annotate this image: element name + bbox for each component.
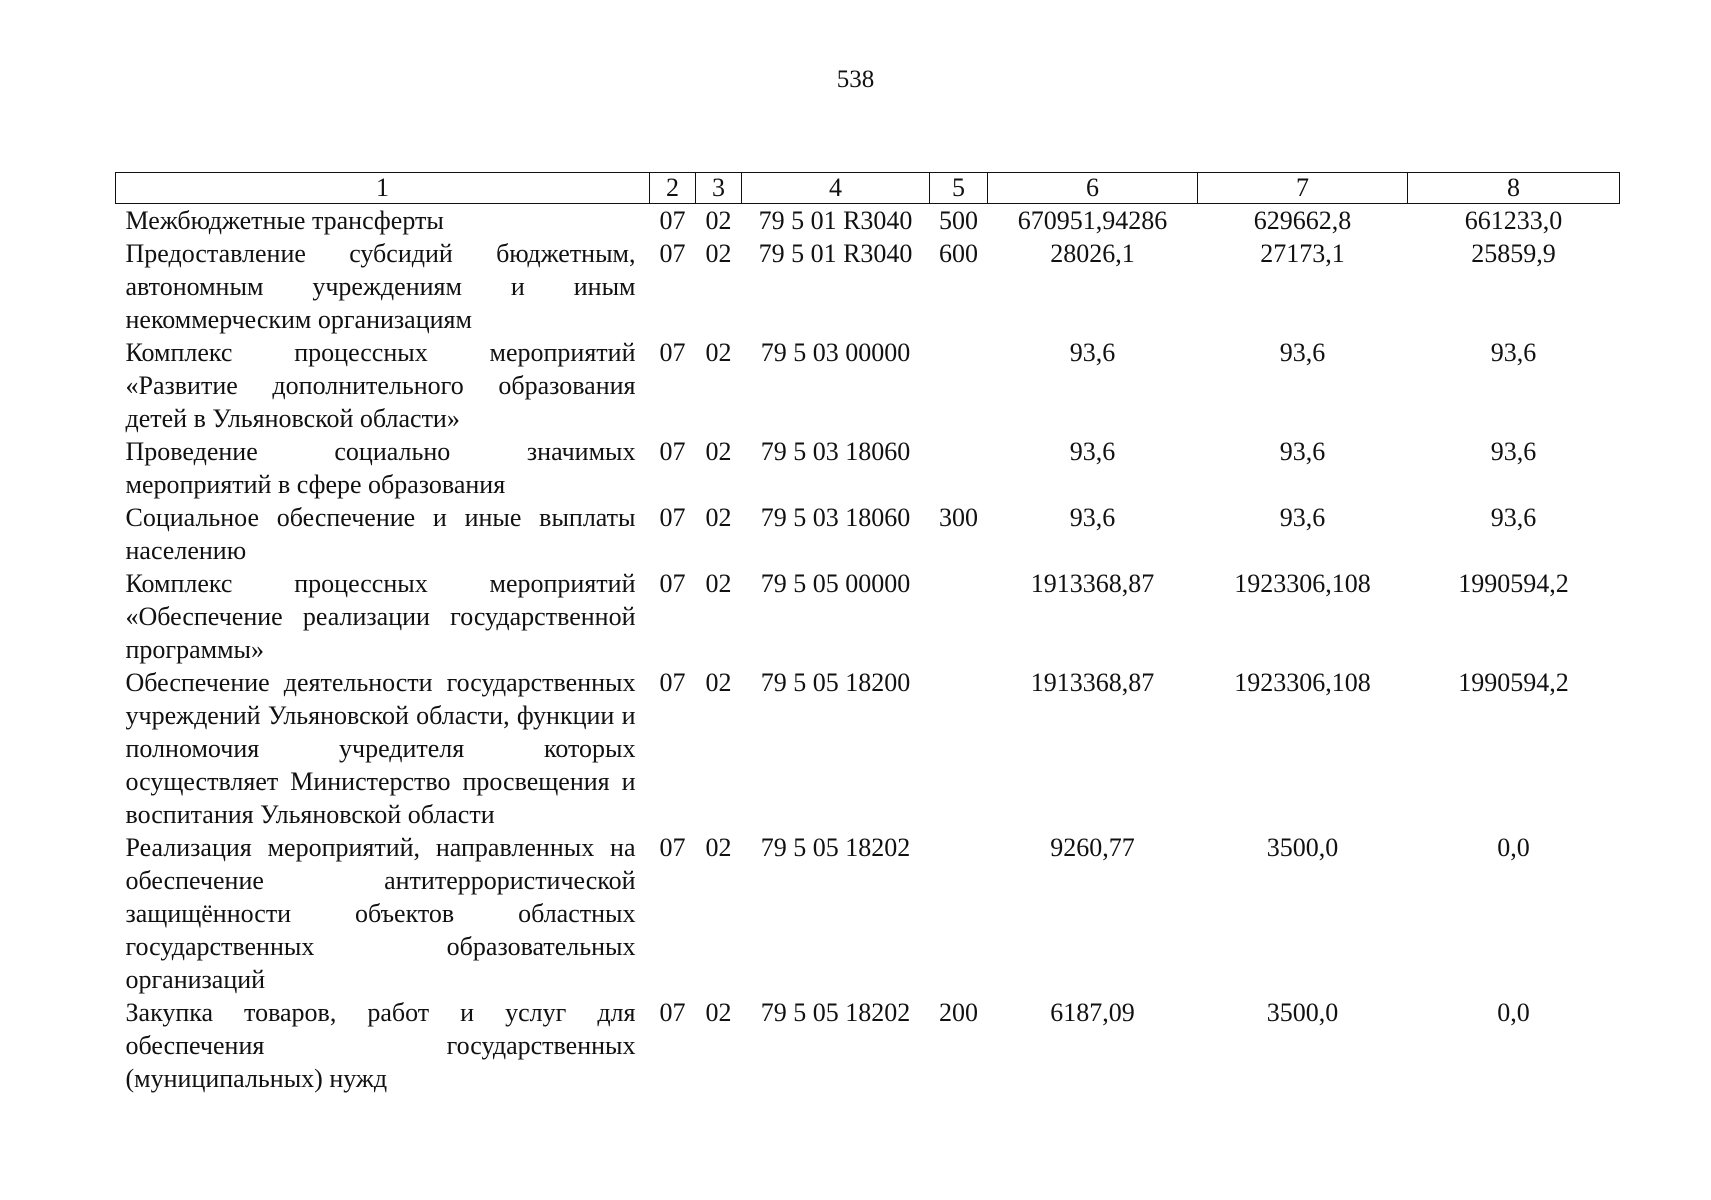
row-value-8: 661233,0 [1464,206,1563,235]
row-value-6: 93,6 [1069,437,1116,466]
row-value-7: 3500,0 [1266,998,1339,1027]
row-expense-type [930,336,988,435]
row-value-7: 1923306,108 [1234,569,1371,598]
row-value-7: 1923306,108 [1234,668,1371,697]
table-row [116,567,1620,666]
row-section: 07 [659,998,686,1027]
row-subsection: 02 [705,206,732,235]
row-value-8: 93,6 [1490,503,1537,532]
row-value-6: 1913368,87 [1030,569,1155,598]
row-expense-type: 500 [939,206,978,235]
row-value-6: 9260,77 [1050,833,1135,862]
header-col-4: 4 [742,173,930,204]
row-target-code: 79 5 01 R3040 [758,206,913,235]
header-col-2: 2 [650,173,696,204]
row-target-code: 79 5 01 R3040 [758,239,913,268]
row-expense-type [930,666,988,831]
row-value-8: 93,6 [1490,338,1537,367]
row-section: 07 [659,569,686,598]
header-row [116,173,1620,204]
row-expense-type [930,435,988,501]
row-subsection: 02 [705,569,732,598]
table-row [116,204,1620,238]
row-target-code: 79 5 03 18060 [760,503,911,532]
header-col-7: 7 [1198,173,1408,204]
row-value-8: 93,6 [1490,437,1537,466]
table-row [116,666,1620,831]
row-target-code: 79 5 05 00000 [760,569,911,598]
table-row [116,831,1620,996]
row-value-6: 93,6 [1069,338,1116,367]
row-value-7: 27173,1 [1260,239,1345,268]
row-subsection: 02 [705,239,732,268]
table-row [116,501,1620,567]
row-subsection: 02 [705,998,732,1027]
page-number: 538 [836,66,875,93]
row-value-6: 28026,1 [1050,239,1135,268]
row-value-8: 1990594,2 [1458,569,1569,598]
row-name: Закупка товаров, работ и услуг для обеспечения государственных (муниципальных) нужд [125,998,636,1093]
row-value-6: 93,6 [1069,503,1116,532]
row-target-code: 79 5 05 18202 [760,998,911,1027]
row-subsection: 02 [705,437,732,466]
row-value-8: 0,0 [1497,998,1530,1027]
header-col-5: 5 [930,173,988,204]
header-col-3: 3 [696,173,742,204]
row-value-7: 3500,0 [1266,833,1339,862]
row-name: Межбюджетные трансферты [125,206,444,235]
row-name: Предоставление субсидий бюджетным, автономным учреждениям и иным некоммерческим организациям [125,239,636,334]
row-expense-type [930,831,988,996]
header-col-6: 6 [988,173,1198,204]
row-expense-type: 300 [939,503,978,532]
row-expense-type [930,567,988,666]
header-col-8: 8 [1408,173,1620,204]
row-value-7: 93,6 [1279,503,1326,532]
row-section: 07 [659,239,686,268]
row-target-code: 79 5 05 18202 [760,833,911,862]
row-value-8: 1990594,2 [1458,668,1569,697]
row-target-code: 79 5 05 18200 [760,668,911,697]
row-value-6: 6187,09 [1050,998,1135,1027]
row-name: Обеспечение деятельности государственных учреждений Ульяновской области, функции и полномочия учредителя которых осуществляет Министерство просвещения и воспитания Ульяновской области [125,668,636,829]
row-subsection: 02 [705,503,732,532]
row-value-7: 629662,8 [1253,206,1352,235]
row-name: Комплекс процессных мероприятий «Развитие дополнительного образования детей в Ульяновской области» [125,338,636,433]
row-name: Комплекс процессных мероприятий «Обеспечение реализации государственной программы» [125,569,636,664]
header-col-1: 1 [116,173,650,204]
row-subsection: 02 [705,668,732,697]
row-section: 07 [659,668,686,697]
row-name: Социальное обеспечение и иные выплаты населению [125,503,636,565]
row-name: Проведение социально значимых мероприятий в сфере образования [125,437,636,499]
row-value-6: 670951,94286 [1017,206,1168,235]
row-value-6: 1913368,87 [1030,668,1155,697]
budget-table [115,172,1620,1095]
row-target-code: 79 5 03 00000 [760,338,911,367]
table-row [116,996,1620,1095]
row-section: 07 [659,503,686,532]
table-row [116,237,1620,336]
row-value-7: 93,6 [1279,437,1326,466]
table-row [116,336,1620,435]
row-value-8: 0,0 [1497,833,1530,862]
row-value-8: 25859,9 [1471,239,1556,268]
row-subsection: 02 [705,338,732,367]
row-value-7: 93,6 [1279,338,1326,367]
table-row [116,435,1620,501]
row-target-code: 79 5 03 18060 [760,437,911,466]
row-expense-type: 200 [939,998,978,1027]
row-expense-type: 600 [939,239,978,268]
row-section: 07 [659,437,686,466]
row-section: 07 [659,833,686,862]
row-subsection: 02 [705,833,732,862]
row-section: 07 [659,206,686,235]
row-name: Реализация мероприятий, направленных на обеспечение антитеррористической защищённости объектов областных государственных образовательных организаций [125,833,636,994]
row-section: 07 [659,338,686,367]
